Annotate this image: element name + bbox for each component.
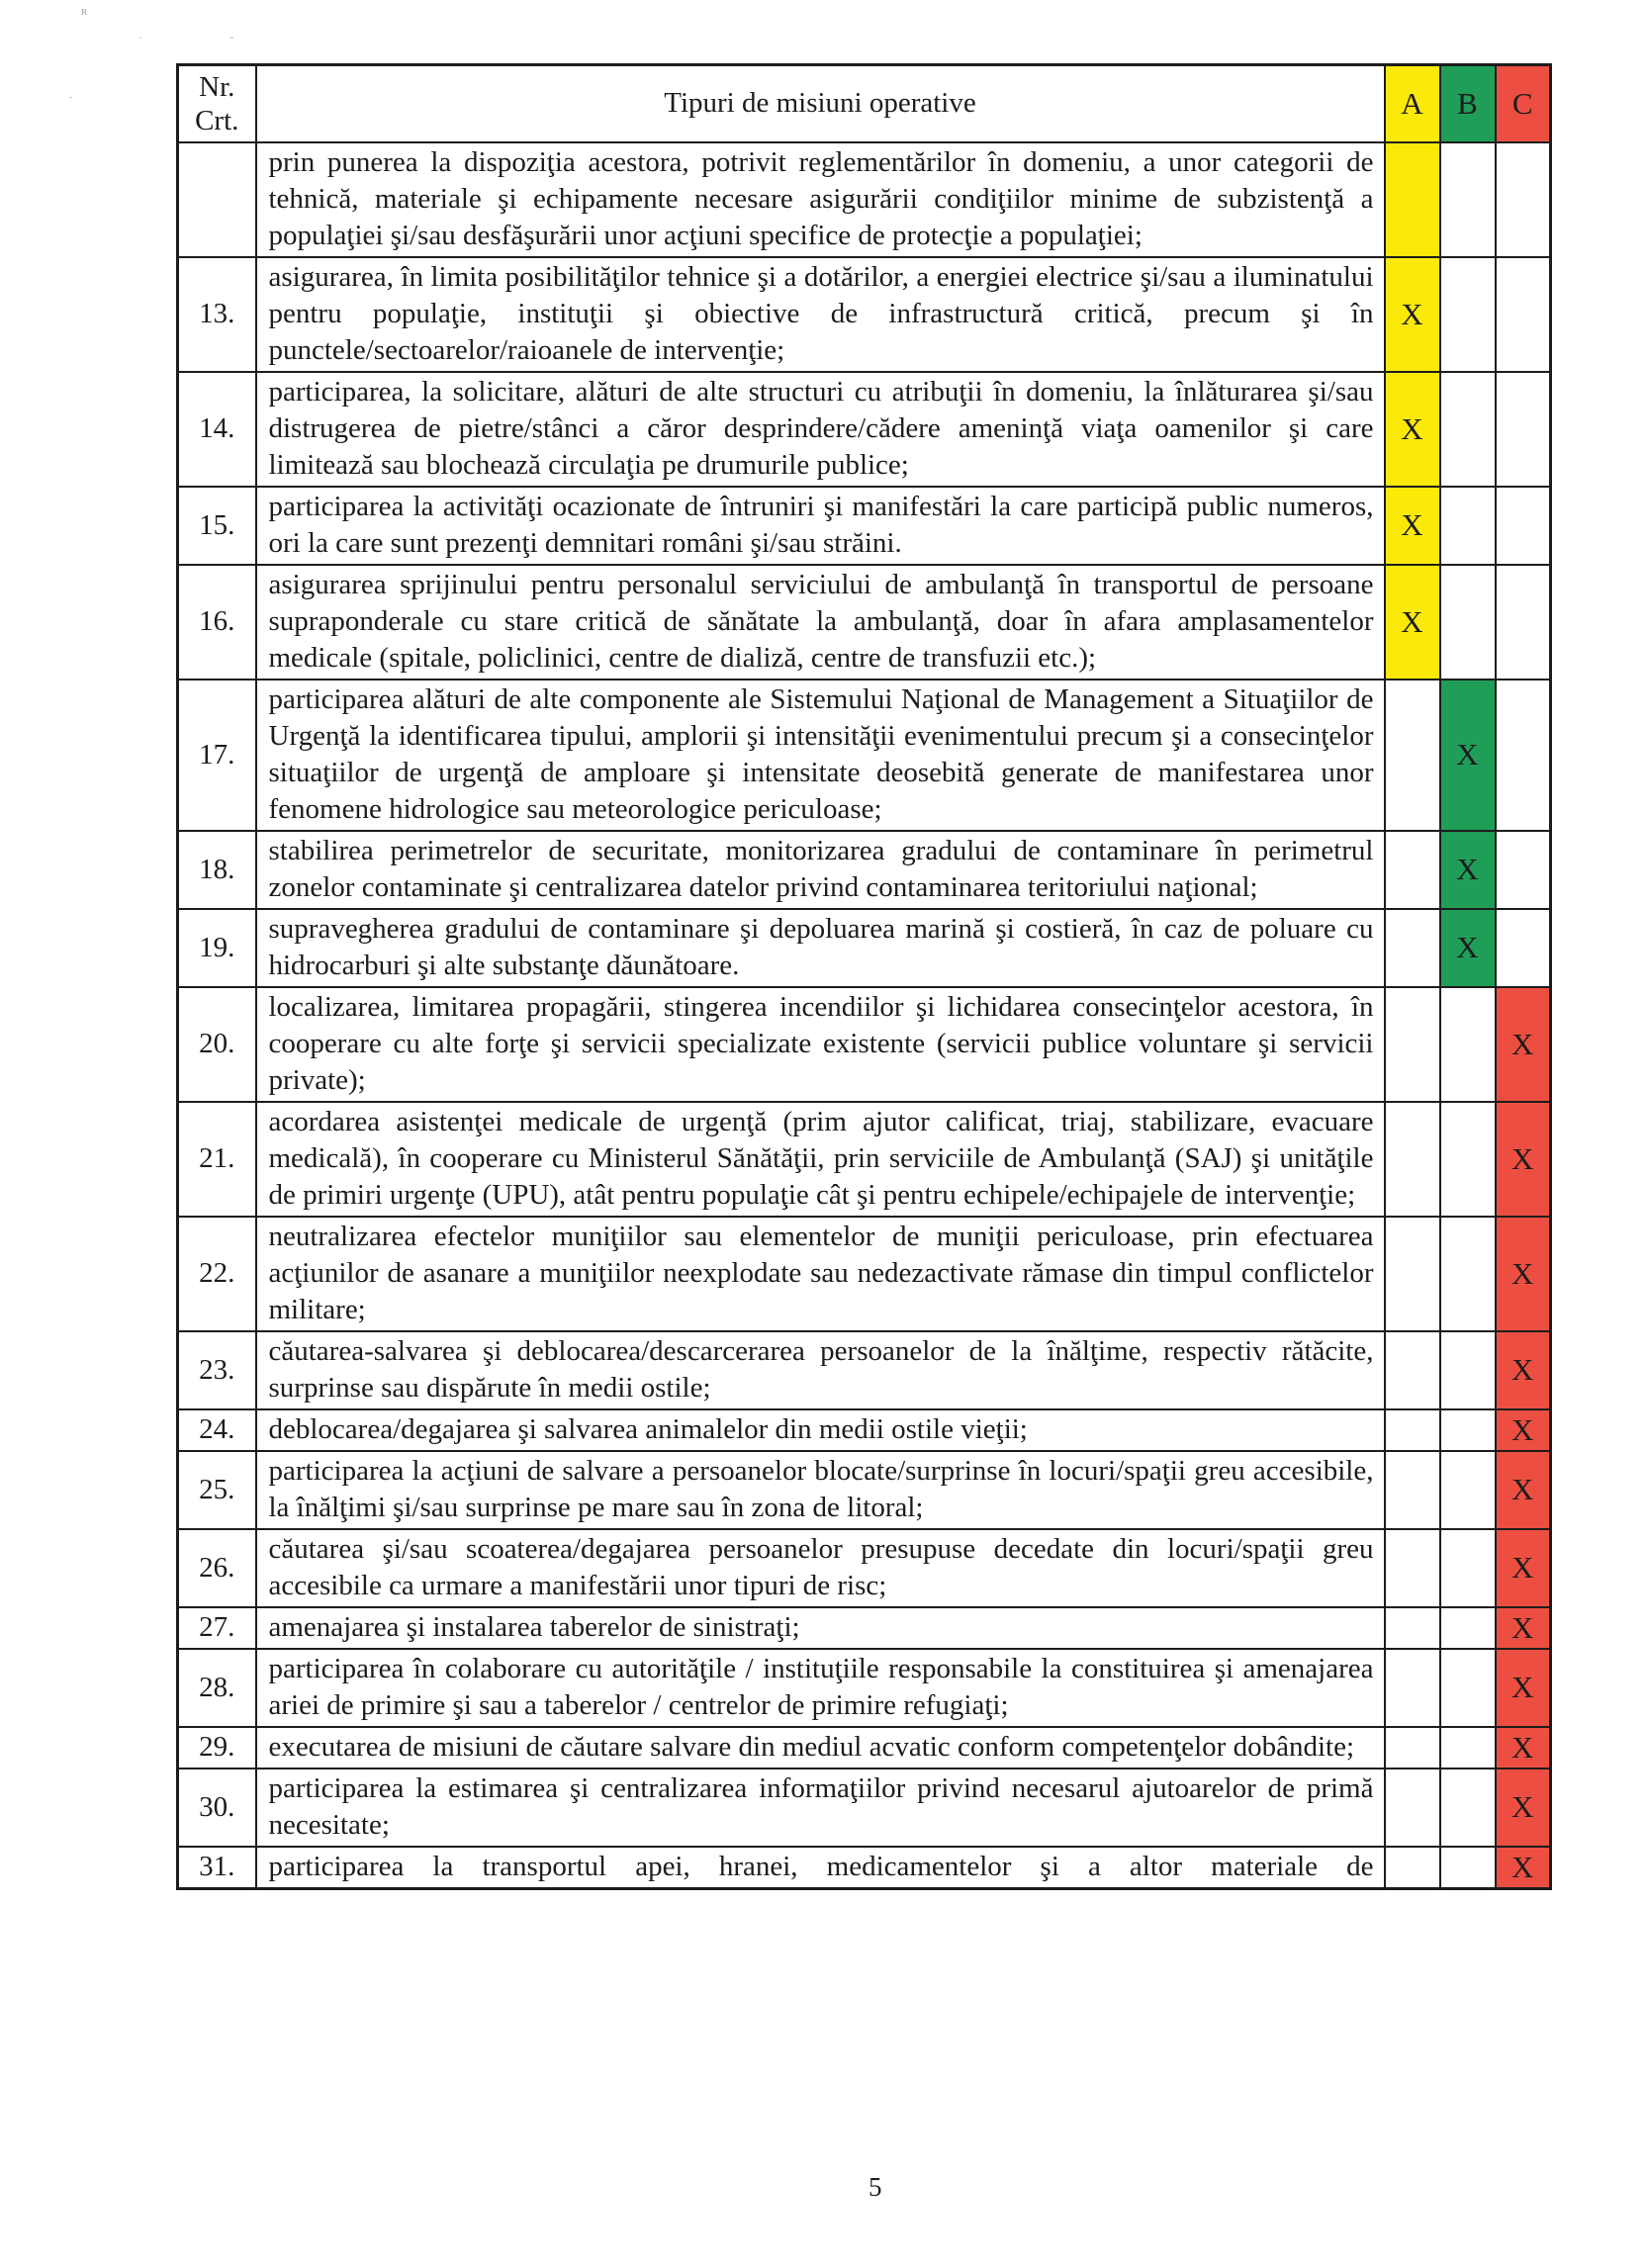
- row-number: 15.: [178, 487, 256, 565]
- mission-text: participarea la acţiuni de salvare a persoanelor blocate/surprinse în locuri/spaţii greu accesibile, la înălţimi şi/sau surprinse pe mare sau în zona de litoral;: [256, 1451, 1385, 1529]
- category-a-cell: [1385, 1847, 1440, 1889]
- row-number: 14.: [178, 372, 256, 487]
- category-b-cell: [1440, 1217, 1496, 1331]
- scan-artifact: ‑: [229, 29, 234, 44]
- category-c-cell: X: [1496, 1649, 1551, 1727]
- category-c-cell: [1496, 831, 1551, 909]
- category-c-cell: X: [1496, 1409, 1551, 1451]
- category-b-cell: [1440, 987, 1496, 1102]
- table-row: [178, 987, 1551, 1102]
- mission-text: participarea la activităţi ocazionate de întruniri şi manifestări la care participă public numeros, ori la care sunt prezenţi demnitari români şi/sau străini.: [256, 487, 1385, 565]
- mission-text: asigurarea sprijinului pentru personalul serviciului de ambulanţă în transportul de persoane supraponderale cu stare critică de sănătate la ambulanţă, doar în afara amplasamentelor medicale (spitale, policlinici, centre de dializă, centre de transfuzii etc.);: [256, 565, 1385, 680]
- category-c-cell: X: [1496, 1727, 1551, 1769]
- category-b-cell: [1440, 1769, 1496, 1847]
- category-a-cell: [1385, 1769, 1440, 1847]
- table-row: [178, 1331, 1551, 1409]
- table-row: [178, 1102, 1551, 1217]
- row-number: 19.: [178, 909, 256, 987]
- category-c-cell: X: [1496, 1102, 1551, 1217]
- table-row: [178, 1607, 1551, 1649]
- category-b-cell: [1440, 1409, 1496, 1451]
- row-number: 13.: [178, 257, 256, 372]
- category-a-cell: [1385, 1102, 1440, 1217]
- header-title: Tipuri de misiuni operative: [256, 65, 1385, 142]
- row-number: 17.: [178, 680, 256, 831]
- category-c-cell: [1496, 487, 1551, 565]
- category-b-cell: [1440, 565, 1496, 680]
- category-b-cell: [1440, 1847, 1496, 1889]
- mission-text: neutralizarea efectelor muniţiilor sau elementelor de muniţii periculoase, prin efectuarea acţiunilor de asanare a muniţiilor neexplodate sau nedezactivate rămase din timpul conflictelor militare;: [256, 1217, 1385, 1331]
- category-c-cell: X: [1496, 1529, 1551, 1607]
- category-c-cell: [1496, 680, 1551, 831]
- category-b-cell: [1440, 1331, 1496, 1409]
- category-a-cell: [1385, 987, 1440, 1102]
- mission-text: acordarea asistenţei medicale de urgenţă (prim ajutor calificat, triaj, stabilizare, evacuare medicală), în cooperare cu Ministerul Sănătăţii, prin serviciile de Ambulanţă (SAJ) şi unităţile de primiri urgenţe (UPU), atât pentru populaţie cât şi pentru echipele/echipajele de intervenţie;: [256, 1102, 1385, 1217]
- category-b-cell: [1440, 487, 1496, 565]
- category-a-cell: [1385, 680, 1440, 831]
- category-c-cell: X: [1496, 1607, 1551, 1649]
- mission-text: stabilirea perimetrelor de securitate, monitorizarea gradului de contaminare în perimetrul zonelor contaminate şi centralizarea datelor privind contaminarea teritoriului naţional;: [256, 831, 1385, 909]
- row-number: 20.: [178, 987, 256, 1102]
- mission-text: participarea la transportul apei, hranei, medicamentelor şi a altor materiale de: [256, 1847, 1385, 1889]
- category-a-cell: [1385, 1649, 1440, 1727]
- row-number: 27.: [178, 1607, 256, 1649]
- scan-artifact: ‑: [69, 92, 73, 103]
- category-a-cell: [1385, 1409, 1440, 1451]
- category-c-cell: X: [1496, 1847, 1551, 1889]
- header-nr-crt: [178, 65, 256, 142]
- table-row: [178, 831, 1551, 909]
- mission-text: supravegherea gradului de contaminare şi depoluarea marină şi costieră, în caz de poluare cu hidrocarburi şi alte substanţe dăunătoare.: [256, 909, 1385, 987]
- table-row: [178, 372, 1551, 487]
- table-row: [178, 1451, 1551, 1529]
- mission-text: participarea în colaborare cu autorităţile / instituţiile responsabile la constituirea şi amenajarea ariei de primire şi sau a taberelor / centrelor de primire refugiaţi;: [256, 1649, 1385, 1727]
- table-row: [178, 142, 1551, 257]
- table-row: [178, 909, 1551, 987]
- table-row: [178, 1649, 1551, 1727]
- category-c-cell: [1496, 372, 1551, 487]
- category-b-cell: [1440, 372, 1496, 487]
- row-number: 26.: [178, 1529, 256, 1607]
- mission-text: prin punerea la dispoziţia acestora, potrivit reglementărilor în domeniu, a unor categorii de tehnică, materiale şi echipamente necesare asigurării condiţiilor minime de subzistenţă a populaţiei şi/sau desfăşurării unor acţiuni specifice de protecţie a populaţiei;: [256, 142, 1385, 257]
- table-row: [178, 1727, 1551, 1769]
- category-c-cell: [1496, 257, 1551, 372]
- mission-text: participarea, la solicitare, alături de alte structuri cu atribuţii în domeniu, la înlăturarea şi/sau distrugerea de pietre/stânci a căror desprindere/cădere ameninţă viaţa oamenilor şi care limitează sau blochează circulaţia pe drumurile publice;: [256, 372, 1385, 487]
- mission-text: deblocarea/degajarea şi salvarea animalelor din medii ostile vieţii;: [256, 1409, 1385, 1451]
- category-b-cell: X: [1440, 831, 1496, 909]
- row-number: 30.: [178, 1769, 256, 1847]
- page-number: 5: [869, 2172, 882, 2202]
- category-a-cell: [1385, 1727, 1440, 1769]
- row-number: 23.: [178, 1331, 256, 1409]
- table-row: [178, 1847, 1551, 1889]
- category-b-cell: [1440, 1607, 1496, 1649]
- table-row: [178, 1409, 1551, 1451]
- row-number: 18.: [178, 831, 256, 909]
- category-c-cell: X: [1496, 1769, 1551, 1847]
- category-a-cell: [1385, 1529, 1440, 1607]
- mission-text: participarea alături de alte componente ale Sistemului Naţional de Management a Situaţiilor de Urgenţă la identificarea tipului, amplorii şi intensităţii evenimentului precum şi a consecinţelor situaţiilor de urgenţă de amploare şi intensitate deosebită generate de manifestarea unor fenomene hidrologice sau meteorologice periculoase;: [256, 680, 1385, 831]
- category-a-cell: [1385, 1607, 1440, 1649]
- row-number: 24.: [178, 1409, 256, 1451]
- mission-text: participarea la estimarea şi centralizarea informaţiilor privind necesarul ajutoarelor de primă necesitate;: [256, 1769, 1385, 1847]
- row-number: 28.: [178, 1649, 256, 1727]
- category-b-cell: [1440, 142, 1496, 257]
- category-c-cell: X: [1496, 1331, 1551, 1409]
- category-b-cell: [1440, 1529, 1496, 1607]
- row-number: 25.: [178, 1451, 256, 1529]
- header-nr-line1: Nr.: [199, 70, 235, 103]
- category-a-cell: X: [1385, 487, 1440, 565]
- table-header-row: [178, 65, 1551, 142]
- category-b-cell: X: [1440, 680, 1496, 831]
- table-row: [178, 565, 1551, 680]
- category-c-cell: [1496, 565, 1551, 680]
- category-a-cell: [1385, 142, 1440, 257]
- row-number: 16.: [178, 565, 256, 680]
- category-a-cell: [1385, 1217, 1440, 1331]
- header-category-b: B: [1440, 65, 1496, 142]
- mission-text: amenajarea şi instalarea taberelor de sinistraţi;: [256, 1607, 1385, 1649]
- table-row: [178, 1217, 1551, 1331]
- category-a-cell: [1385, 1451, 1440, 1529]
- category-b-cell: [1440, 1102, 1496, 1217]
- mission-text: executarea de misiuni de căutare salvare din mediul acvatic conform competenţelor dobândite;: [256, 1727, 1385, 1769]
- category-a-cell: [1385, 1331, 1440, 1409]
- category-a-cell: X: [1385, 372, 1440, 487]
- category-b-cell: [1440, 1727, 1496, 1769]
- category-b-cell: [1440, 1649, 1496, 1727]
- category-c-cell: X: [1496, 1451, 1551, 1529]
- operative-missions-table: [176, 63, 1552, 1890]
- category-a-cell: [1385, 909, 1440, 987]
- table-body: [178, 142, 1551, 1889]
- category-c-cell: [1496, 142, 1551, 257]
- table-row: [178, 257, 1551, 372]
- category-c-cell: X: [1496, 987, 1551, 1102]
- scan-artifact: ʀ: [81, 3, 88, 18]
- mission-text: căutarea şi/sau scoaterea/degajarea persoanelor presupuse decedate din locuri/spaţii greu accesibile ca urmare a manifestării unor tipuri de risc;: [256, 1529, 1385, 1607]
- row-number: 22.: [178, 1217, 256, 1331]
- category-c-cell: [1496, 909, 1551, 987]
- category-b-cell: X: [1440, 909, 1496, 987]
- header-nr-line2: Crt.: [195, 104, 239, 136]
- row-number: 31.: [178, 1847, 256, 1889]
- table-row: [178, 487, 1551, 565]
- table-row: [178, 1769, 1551, 1847]
- header-category-c: C: [1496, 65, 1551, 142]
- mission-text: localizarea, limitarea propagării, stingerea incendiilor şi lichidarea consecinţelor acestora, în cooperare cu alte forţe şi servicii specializate existente (servicii publice voluntare şi servicii private);: [256, 987, 1385, 1102]
- category-a-cell: X: [1385, 257, 1440, 372]
- row-number: 21.: [178, 1102, 256, 1217]
- mission-text: căutarea-salvarea şi deblocarea/descarcerarea persoanelor de la înălţime, respectiv rătăcite, surprinse sau dispărute în medii ostile;: [256, 1331, 1385, 1409]
- mission-text: asigurarea, în limita posibilităţilor tehnice şi a dotărilor, a energiei electrice şi/sau a iluminatului pentru populaţie, instituţii şi obiective de infrastructură critică, precum şi în punctele/sectoarelor/raioanele de intervenţie;: [256, 257, 1385, 372]
- category-a-cell: [1385, 831, 1440, 909]
- header-category-a: A: [1385, 65, 1440, 142]
- table-row: [178, 1529, 1551, 1607]
- row-number: 29.: [178, 1727, 256, 1769]
- category-c-cell: X: [1496, 1217, 1551, 1331]
- row-number: [178, 142, 256, 257]
- scan-artifact: ˼: [138, 29, 142, 40]
- category-b-cell: [1440, 1451, 1496, 1529]
- category-b-cell: [1440, 257, 1496, 372]
- table-row: [178, 680, 1551, 831]
- category-a-cell: X: [1385, 565, 1440, 680]
